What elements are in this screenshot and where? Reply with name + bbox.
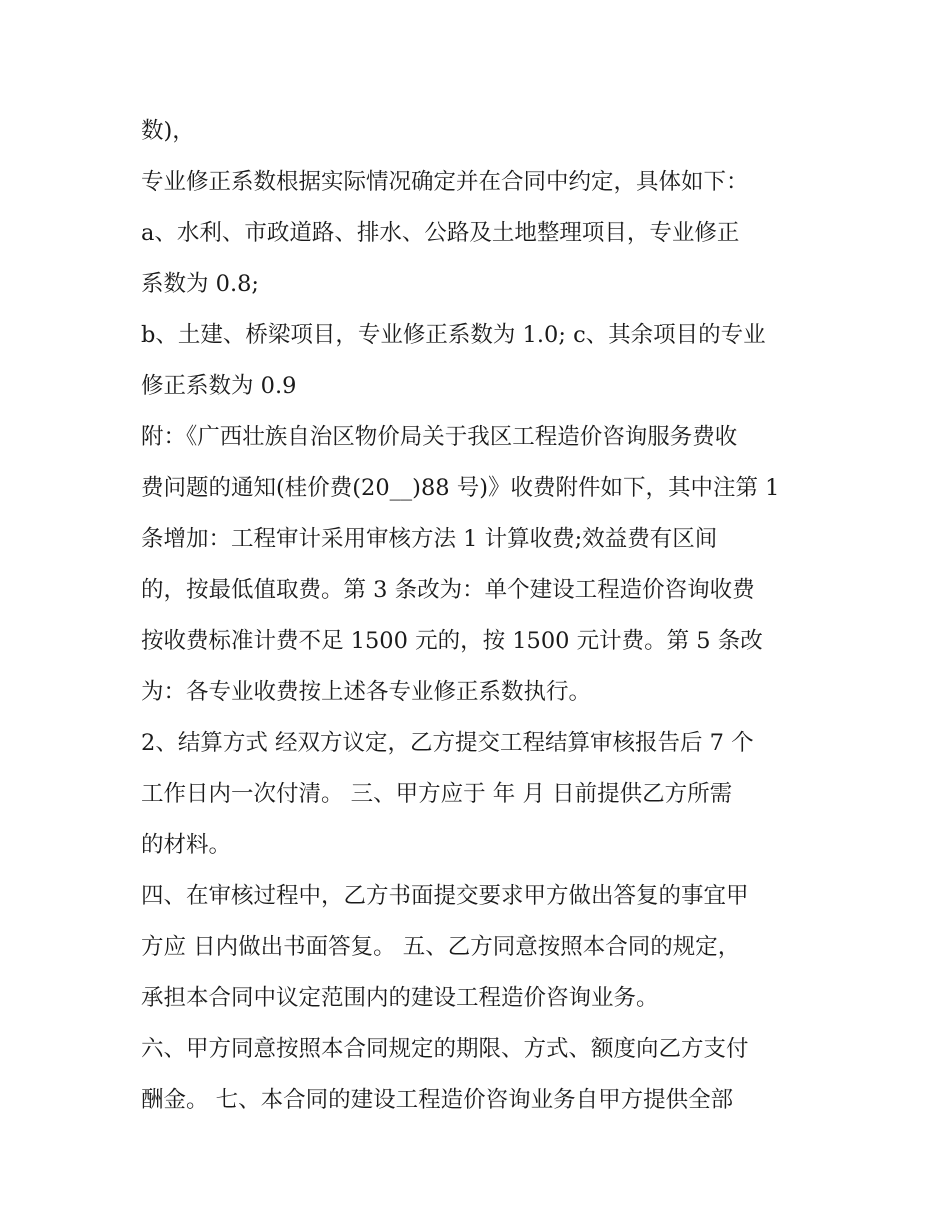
text-line: 为：各专业收费按上述各专业修正系数执行。 bbox=[141, 679, 592, 705]
text-line: 专业修正系数根据实际情况确定并在合同中约定，具体如下： bbox=[141, 169, 749, 195]
text-line: 条增加：工程审计采用审核方法 1 计算收费;效益费有区间 bbox=[141, 526, 718, 552]
text-line: 修正系数为 0.9 bbox=[141, 373, 297, 399]
text-line: 方应 日内做出书面答复。 五、乙方同意按照本合同的规定， bbox=[141, 934, 741, 960]
text-line: 六、甲方同意按照本合同规定的期限、方式、额度向乙方支付 bbox=[141, 1036, 749, 1062]
text-line: 四、在审核过程中，乙方书面提交要求甲方做出答复的事宜甲 bbox=[141, 883, 749, 909]
text-line: a、水利、市政道路、排水、公路及土地整理项目，专业修正 bbox=[141, 220, 740, 246]
document-body bbox=[141, 106, 821, 1126]
text-line: 费问题的通知(桂价费(20__)88 号)》收费附件如下，其中注第 1 bbox=[141, 475, 780, 501]
text-line: 的材料。 bbox=[141, 832, 232, 858]
text-line: 的，按最低值取费。第 3 条改为：单个建设工程造价咨询收费 bbox=[141, 577, 755, 603]
text-line: 系数为 0.8; bbox=[141, 271, 260, 297]
text-line: 2、结算方式 经双方议定，乙方提交工程结算审核报告后 7 个 bbox=[141, 730, 754, 756]
text-line: 承担本合同中议定范围内的建设工程造价咨询业务。 bbox=[141, 985, 659, 1011]
text-line: 工作日内一次付清。 三、甲方应于 年 月 日前提供乙方所需 bbox=[141, 781, 733, 807]
text-line: 酬金。 七、本合同的建设工程造价咨询业务自甲方提供全部 bbox=[141, 1087, 734, 1113]
text-line: b、土建、桥梁项目，专业修正系数为 1.0; c、其余项目的专业 bbox=[141, 322, 766, 348]
text-line: 附：《广西壮族自治区物价局关于我区工程造价咨询服务费收 bbox=[141, 424, 738, 450]
text-line: 按收费标准计费不足 1500 元的，按 1500 元计费。第 5 条改 bbox=[141, 628, 763, 654]
text-line: 数)， bbox=[141, 118, 195, 144]
